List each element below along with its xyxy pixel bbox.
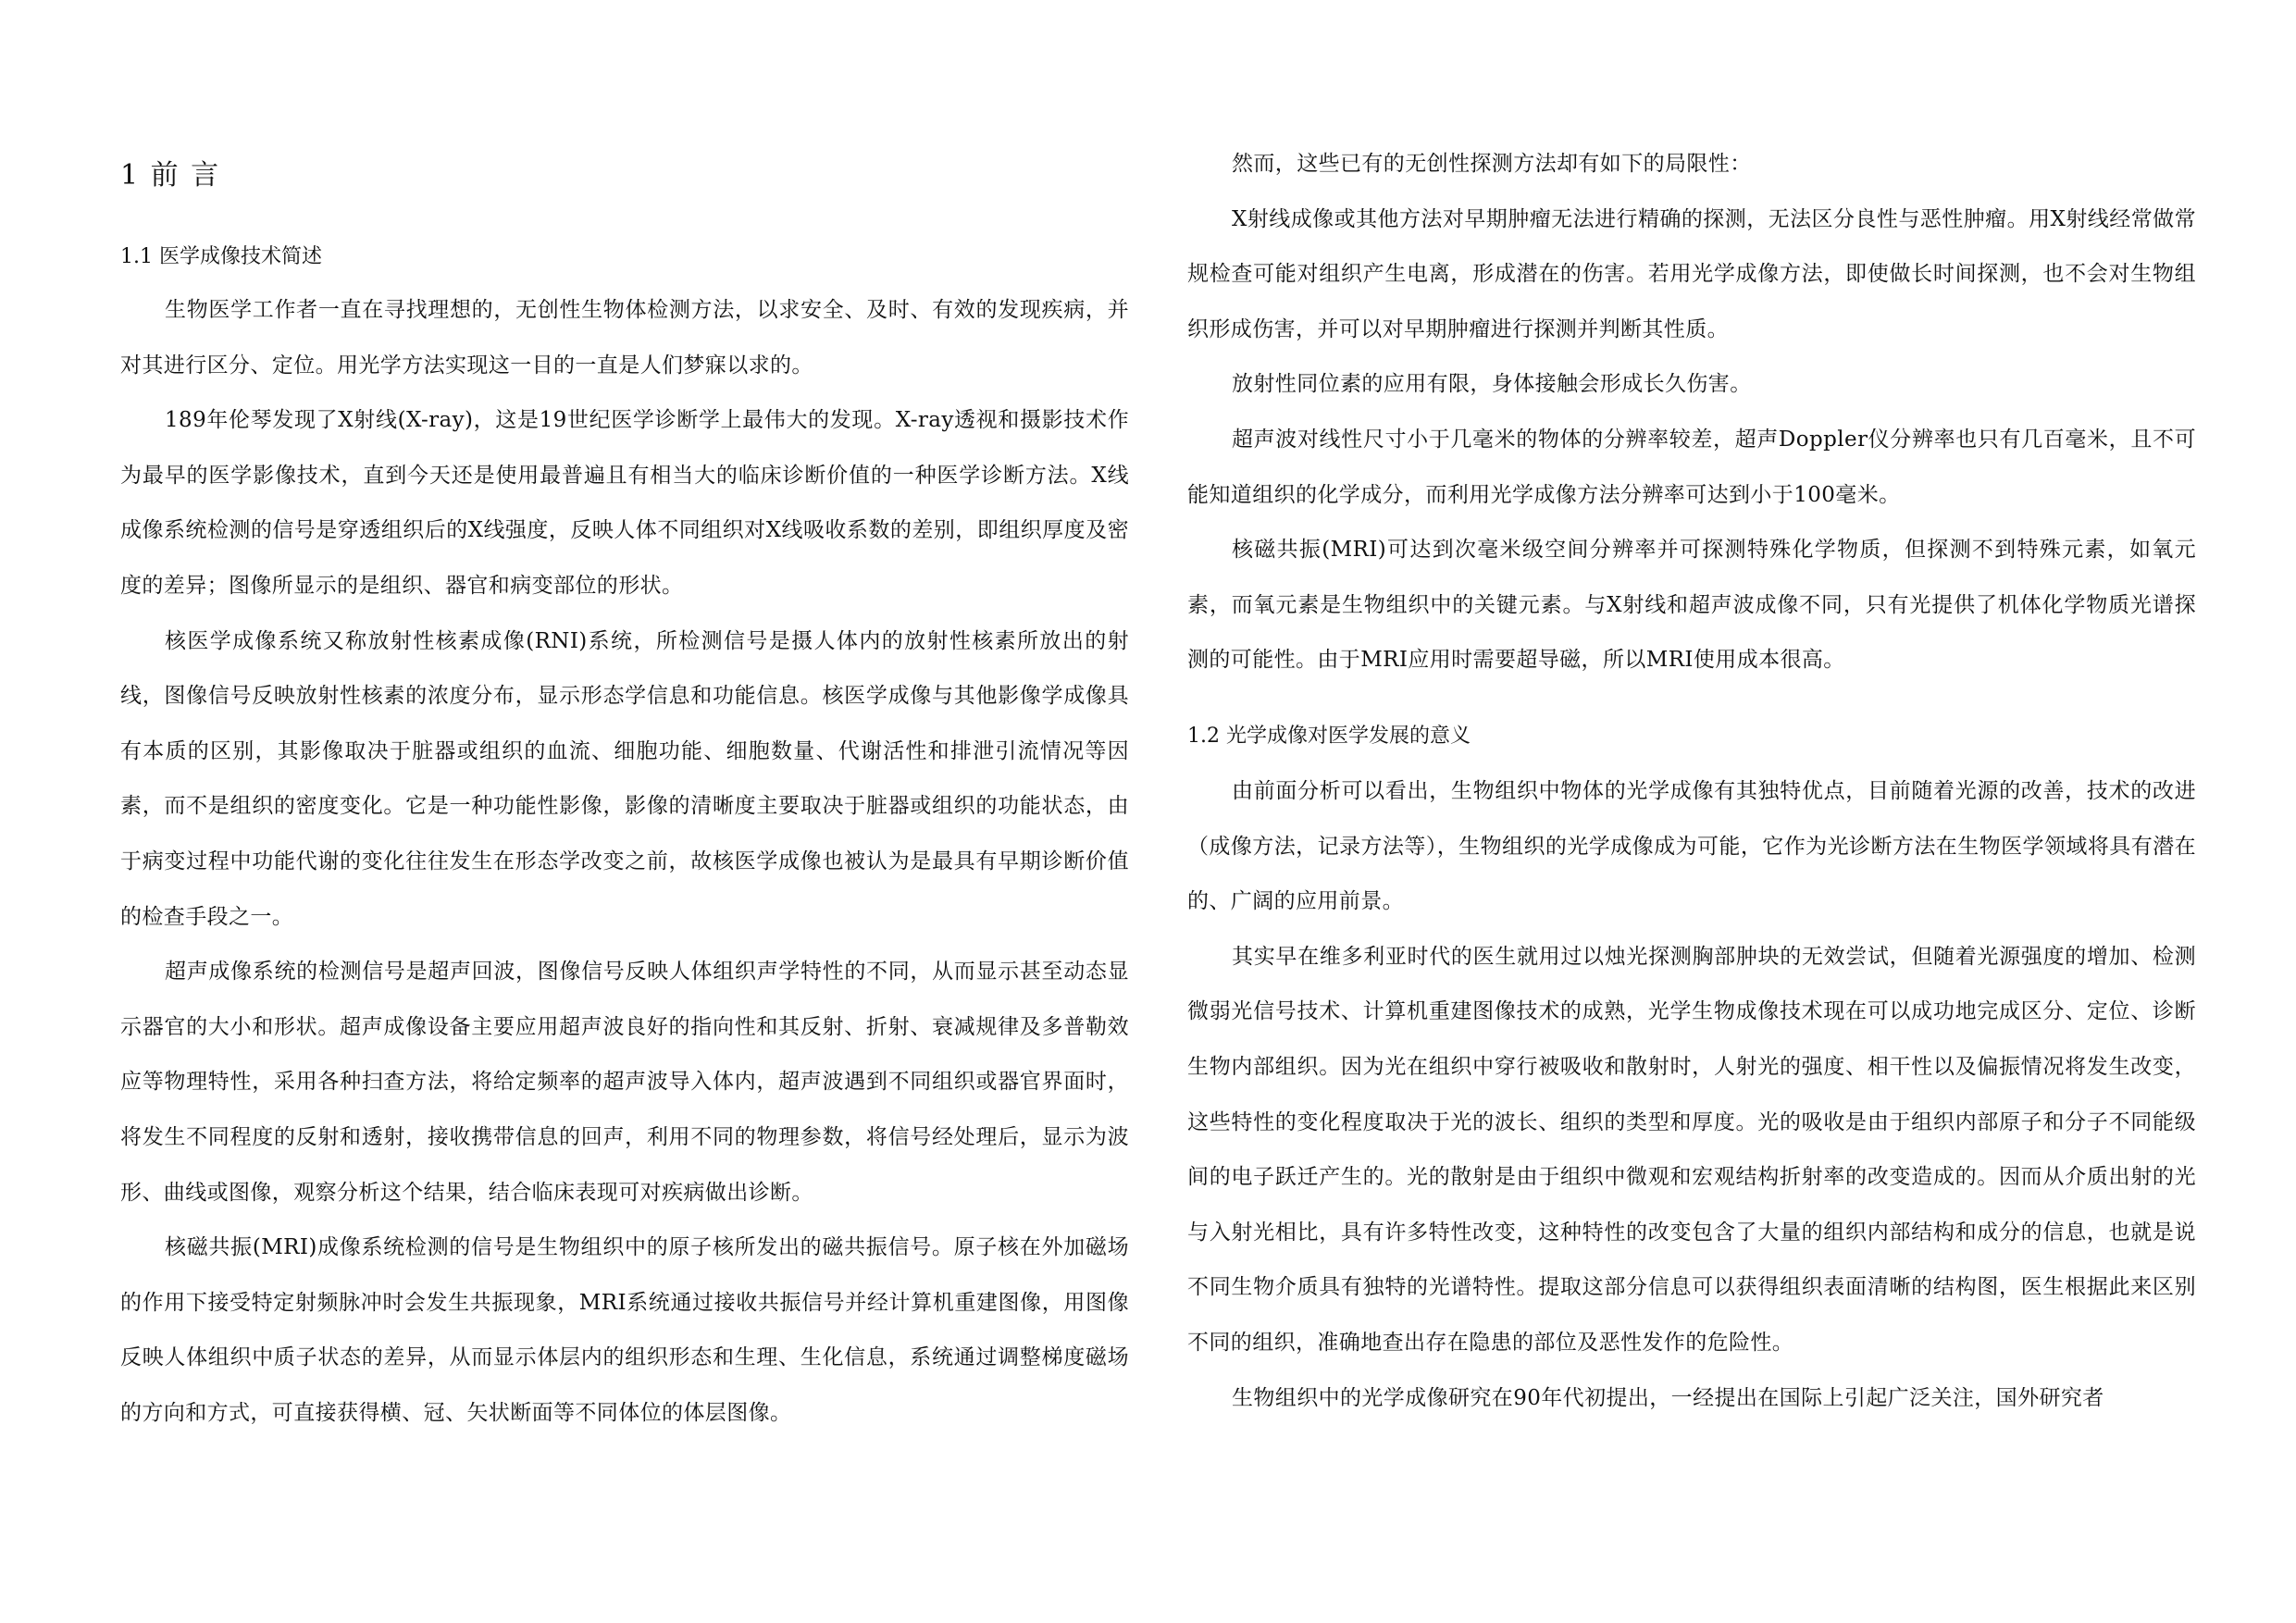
section-title-1-2: 1.2 光学成像对医学发展的意义 [1187, 725, 1471, 748]
section-title-1-1: 1.1 医学成像技术简述 [120, 245, 322, 268]
paragraph: 然而，这些已有的无创性探测方法却有如下的局限性： [1232, 152, 1752, 176]
paragraph: X射线成像或其他方法对早期肿瘤无法进行精确的探测，无法区分良性与恶性肿瘤。用X射线经常做常规检查可能对组织产生电离，形成潜在的伤害。若用光学成像方法，即使做长时间探测，也不会对生物组织形成伤害，并可以对早期肿瘤进行探测并判断其性质。 [1187, 206, 2196, 341]
section-1-2-body [1187, 764, 2196, 1426]
paragraph: 放射性同位素的应用有限，身体接触会形成长久伤害。 [1232, 372, 1752, 397]
paragraph: 生物组织中的光学成像研究在90年代初提出，一经提出在国际上引起广泛关注，国外研究者 [1232, 1385, 2104, 1410]
paragraph: 其实早在维多利亚时代的医生就用过以烛光探测胸部肿块的无效尝试，但随着光源强度的增加、检测微弱光信号技术、计算机重建图像技术的成熟，光学生物成像技术现在可以成功地完成区分、定位、诊断生物内部组织。因为光在组织中穿行被吸收和散射时，人射光的强度、相干性以及偏振情况将发生改变，这些特性的变化程度取决于光的波长、组织的类型和厚度。光的吸收是由于组织内部原子和分子不同能级间的电子跃迁产生的。光的散射是由于组织中微观和宏观结构折射率的改变造成的。因而从介质出射的光与入射光相比，具有许多特性改变，这种特性的改变包含了大量的组织内部结构和成分的信息，也就是说不同生物介质具有独特的光谱特性。提取这部分信息可以获得组织表面清晰的结构图，医生根据此来区别不同的组织，准确地查出存在隐患的部位及恶性发作的危险性。 [1187, 944, 2196, 1355]
paragraph: 超声波对线性尺寸小于几毫米的物体的分辨率较差，超声Doppler仪分辨率也只有几百毫米，且不可能知道组织的化学成分，而利用光学成像方法分辨率可达到小于100毫米。 [1187, 427, 2196, 507]
chapter-title: 1 前 言 [120, 159, 221, 192]
paragraph: 超声成像系统的检测信号是超声回波，图像信号反映人体组织声学特性的不同，从而显示甚至动态显示器官的大小和形状。超声成像设备主要应用超声波良好的指向性和其反射、折射、衰减规律及多普勒效应等物理特性，采用各种扫查方法，将给定频率的超声波导入体内，超声波遇到不同组织或器官界面时，将发生不同程度的反射和透射，接收携带信息的回声，利用不同的物理参数，将信号经处理后，显示为波形、曲线或图像，观察分析这个结果，结合临床表现可对疾病做出诊断。 [120, 960, 1129, 1205]
paragraph: 核磁共振(MRI)可达到次毫米级空间分辨率并可探测特殊化学物质，但探测不到特殊元素，如氧元素，而氧元素是生物组织中的关键元素。与X射线和超声波成像不同，只有光提供了机体化学物质光谱探测的可能性。由于MRI应用时需要超导磁，所以MRI使用成本很高。 [1187, 538, 2196, 673]
paragraph: 生物医学工作者一直在寻找理想的，无创性生物体检测方法，以求安全、及时、有效的发现疾病，并对其进行区分、定位。用光学方法实现这一目的一直是人们梦寐以求的。 [120, 298, 1129, 378]
paragraph: 189年伦琴发现了X射线(X-ray)，这是19世纪医学诊断学上最伟大的发现。X-ray透视和摄影技术作为最早的医学影像技术，直到今天还是使用最普遍且有相当大的临床诊断价值的一种医学诊断方法。X线成像系统检测的信号是穿透组织后的X线强度，反映人体不同组织对X线吸收系数的差别，即组织厚度及密度的差异；图像所显示的是组织、器官和病变部位的形状。 [120, 408, 1129, 598]
limitations-body [1187, 137, 2196, 688]
section-1-1-body [120, 283, 1129, 1441]
paragraph: 核磁共振(MRI)成像系统检测的信号是生物组织中的原子核所发出的磁共振信号。原子核在外加磁场的作用下接受特定射频脉冲时会发生共振现象，MRI系统通过接收共振信号并经计算机重建图像，用图像反映人体组织中质子状态的差异，从而显示体层内的组织形态和生理、生化信息，系统通过调整梯度磁场的方向和方式，可直接获得横、冠、矢状断面等不同体位的体层图像。 [120, 1235, 1129, 1425]
paragraph: 由前面分析可以看出，生物组织中物体的光学成像有其独特优点，目前随着光源的改善，技术的改进（成像方法，记录方法等），生物组织的光学成像成为可能，它作为光诊断方法在生物医学领域将具有潜在的、广阔的应用前景。 [1187, 779, 2196, 914]
paragraph: 核医学成像系统又称放射性核素成像(RNI)系统，所检测信号是摄人体内的放射性核素所放出的射线，图像信号反映放射性核素的浓度分布，显示形态学信息和功能信息。核医学成像与其他影像学成像具有本质的区别，其影像取决于脏器或组织的血流、细胞功能、细胞数量、代谢活性和排泄引流情况等因素，而不是组织的密度变化。它是一种功能性影像，影像的清晰度主要取决于脏器或组织的功能状态，由于病变过程中功能代谢的变化往往发生在形态学改变之前，故核医学成像也被认为是最具有早期诊断价值的检查手段之一。 [120, 628, 1129, 929]
